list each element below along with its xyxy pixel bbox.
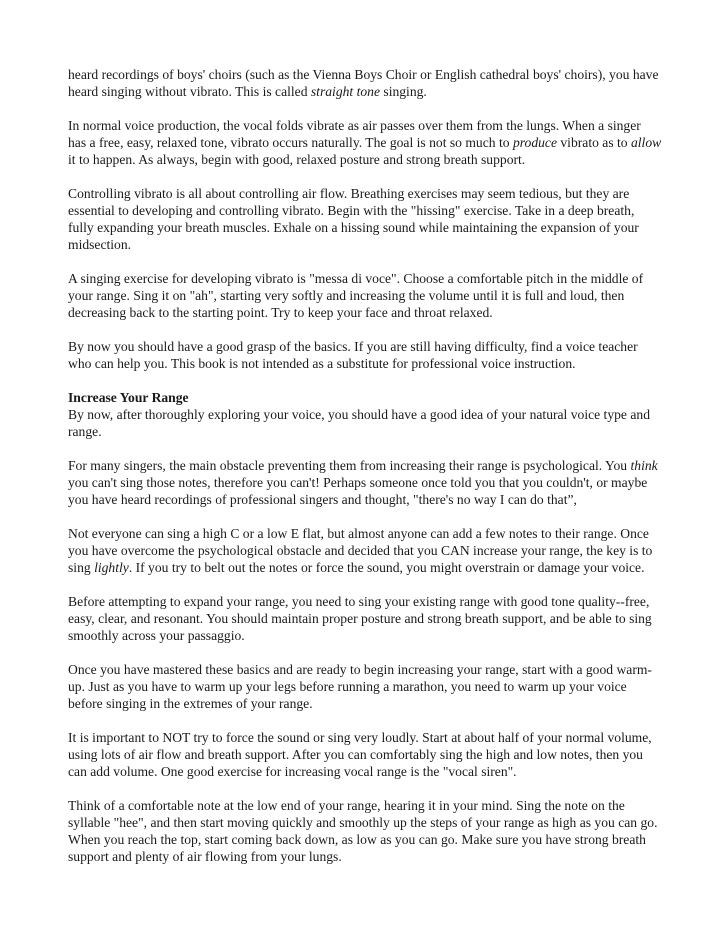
- paragraph-text: . If you try to belt out the notes or force the sound, you might overstrain or damage your voice.: [128, 560, 645, 575]
- section-paragraph: [68, 389, 662, 440]
- paragraph-text: For many singers, the main obstacle preventing them from increasing their range is psychological. You: [68, 458, 631, 473]
- paragraph-text: Not everyone can sing a high C or a low E flat, but almost anyone can add a few notes to their range. Once you have overcome the psychological obstacle and decided that you CAN increase your range, the key is to sing: [68, 526, 653, 575]
- paragraph: [68, 66, 662, 100]
- paragraph: [68, 797, 662, 865]
- paragraph-text: In normal voice production, the vocal folds vibrate as air passes over them from the lungs. When a singer has a free, easy, relaxed tone, vibrato occurs naturally. The goal is not so much to: [68, 118, 641, 150]
- paragraph: [68, 185, 662, 253]
- paragraph-text: Once you have mastered these basics and are ready to begin increasing your range, start with a good warm-up. Just as you have to warm up your legs before running a marathon, you need to warm up your voice before singing in the extremes of your range.: [68, 662, 652, 711]
- emphasized-text: lightly: [94, 560, 129, 575]
- paragraph: [68, 525, 662, 576]
- paragraph: [68, 593, 662, 644]
- paragraph-text: Controlling vibrato is all about controlling air flow. Breathing exercises may seem tedious, but they are essential to developing and controlling vibrato. Begin with the "hissing" exercise. Take in a deep breath, fully expanding your breath muscles. Exhale on a hissing sound while maintaining the expansion of your midsection.: [68, 186, 639, 252]
- paragraph-text: vibrato as to: [556, 135, 631, 150]
- emphasized-text: produce: [512, 135, 557, 150]
- paragraph-text: it to happen. As always, begin with good, relaxed posture and strong breath support.: [68, 152, 526, 167]
- paragraph: [68, 117, 662, 168]
- paragraph-text: Before attempting to expand your range, you need to sing your existing range with good tone quality--free, easy, clear, and resonant. You should maintain proper posture and strong breath support, and be able to sing smoothly across your passaggio.: [68, 594, 652, 643]
- paragraph-text: Think of a comfortable note at the low end of your range, hearing it in your mind. Sing the note on the syllable "hee", and then start moving quickly and smoothly up the steps of your range as high as you can go. When you reach the top, start coming back down, as low as you can go. Make sure you have strong breath support and plenty of air flowing from your lungs.: [68, 798, 658, 864]
- paragraph: [68, 729, 662, 780]
- paragraph: [68, 338, 662, 372]
- section-heading: Increase Your Range: [68, 390, 189, 405]
- paragraph-text: heard recordings of boys' choirs (such as the Vienna Boys Choir or English cathedral boys' choirs), you have heard singing without vibrato. This is called: [68, 67, 659, 99]
- document-body: [68, 66, 662, 865]
- paragraph: [68, 457, 662, 508]
- emphasized-text: think: [630, 458, 658, 473]
- paragraph-text: A singing exercise for developing vibrato is "messa di voce". Choose a comfortable pitch in the middle of your range. Sing it on "ah", starting very softly and increasing the volume until it is full and loud, then decreasing back to the starting point. Try to keep your face and throat relaxed.: [68, 271, 644, 320]
- paragraph-text: singing.: [380, 84, 427, 99]
- paragraph-text: you can't sing those notes, therefore you can't! Perhaps someone once told you that you couldn't, or maybe you have heard recordings of professional singers and thought, "there's no way I can do that”,: [68, 475, 648, 507]
- paragraph-text: By now you should have a good grasp of the basics. If you are still having difficulty, find a voice teacher who can help you. This book is not intended as a substitute for professional voice instruction.: [68, 339, 638, 371]
- paragraph-text: It is important to NOT try to force the sound or sing very loudly. Start at about half of your normal volume, using lots of air flow and breath support. After you can comfortably sing the high and low notes, then you can add volume. One good exercise for increasing vocal range is the "vocal siren".: [68, 730, 652, 779]
- emphasized-text: allow: [630, 135, 662, 150]
- paragraph-text: By now, after thoroughly exploring your voice, you should have a good idea of your natural voice type and range.: [68, 407, 650, 439]
- emphasized-text: straight tone: [310, 84, 380, 99]
- paragraph: [68, 270, 662, 321]
- paragraph: [68, 661, 662, 712]
